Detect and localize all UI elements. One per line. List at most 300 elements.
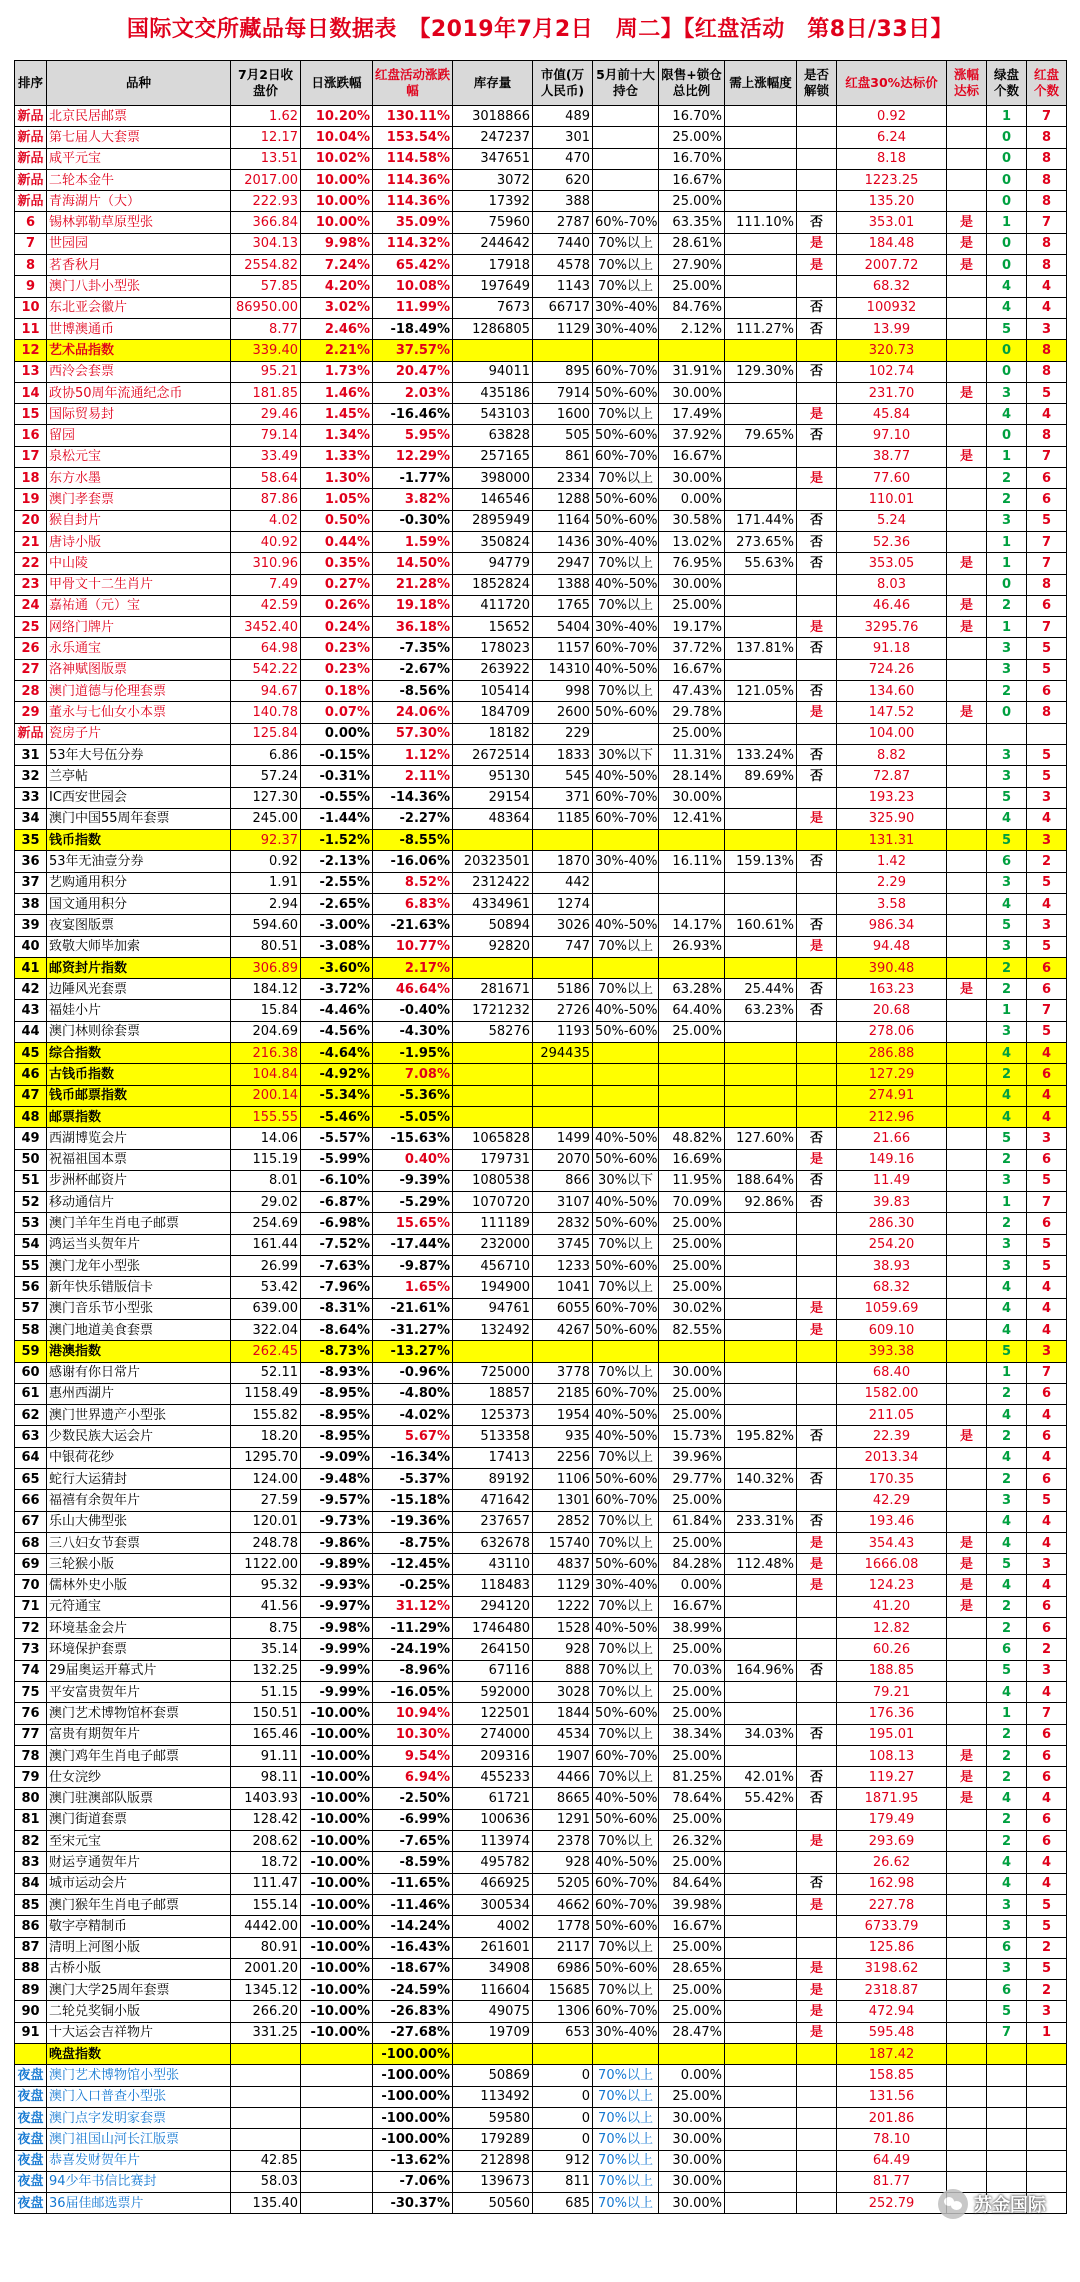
cell-name: 53年无油壹分券 — [47, 851, 231, 872]
cell-market-cap: 1954 — [533, 1405, 593, 1426]
cell-event-change: -19.36% — [373, 1511, 453, 1532]
cell-market-cap: 811 — [533, 2171, 593, 2192]
cell-unlock — [797, 1447, 837, 1468]
cell-close: 1.62 — [231, 106, 301, 127]
cell-event-change: -21.63% — [373, 915, 453, 936]
cell-locked-ratio: 30.00% — [659, 468, 725, 489]
cell-target-hit: 是 — [947, 1532, 987, 1553]
cell-event-change: 6.94% — [373, 1767, 453, 1788]
cell-event-change: -0.96% — [373, 1362, 453, 1383]
table-row — [15, 1660, 1067, 1681]
cell-market-cap: 5186 — [533, 979, 593, 1000]
cell-day-change: -10.00% — [301, 2022, 373, 2043]
cell-day-change: -4.64% — [301, 1043, 373, 1064]
cell-red-count: 4 — [1027, 1447, 1067, 1468]
cell-locked-ratio: 16.67% — [659, 1596, 725, 1617]
cell-name: 鸿运当头贺年片 — [47, 1234, 231, 1255]
cell-day-change: -0.15% — [301, 744, 373, 765]
cell-stock: 244642 — [453, 233, 533, 254]
cell-target-price: 1.42 — [837, 851, 947, 872]
cell-rank: 夜盘 — [15, 2129, 47, 2150]
cell-locked-ratio: 25.00% — [659, 1980, 725, 2001]
cell-day-change: -5.99% — [301, 1149, 373, 1170]
cell-unlock — [797, 595, 837, 616]
cell-stock: 294120 — [453, 1596, 533, 1617]
cell-top10: 70%以上 — [593, 1362, 659, 1383]
cell-locked-ratio: 25.00% — [659, 191, 725, 212]
table-row — [15, 957, 1067, 978]
cell-red-count: 4 — [1027, 1405, 1067, 1426]
cell-target-price: 134.60 — [837, 681, 947, 702]
cell-rank: 29 — [15, 702, 47, 723]
cell-green-count: 4 — [987, 1511, 1027, 1532]
cell-stock: 263922 — [453, 659, 533, 680]
cell-locked-ratio: 70.03% — [659, 1660, 725, 1681]
cell-unlock — [797, 382, 837, 403]
cell-name: 平安富贵贺年片 — [47, 1681, 231, 1702]
cell-locked-ratio: 25.00% — [659, 1937, 725, 1958]
table-row — [15, 1213, 1067, 1234]
cell-top10 — [593, 893, 659, 914]
cell-event-change: -11.29% — [373, 1618, 453, 1639]
table-row — [15, 106, 1067, 127]
cell-locked-ratio: 11.95% — [659, 1170, 725, 1191]
cell-top10: 40%-50% — [593, 574, 659, 595]
cell-locked-ratio: 30.00% — [659, 1362, 725, 1383]
cell-market-cap: 928 — [533, 1852, 593, 1873]
cell-unlock — [797, 1618, 837, 1639]
cell-close: 366.84 — [231, 212, 301, 233]
cell-rank: 80 — [15, 1788, 47, 1809]
cell-rank: 夜盘 — [15, 2086, 47, 2107]
cell-event-change: -1.77% — [373, 468, 453, 489]
cell-name: 茗香秋月 — [47, 255, 231, 276]
cell-red-count: 3 — [1027, 787, 1067, 808]
cell-target-price: 149.16 — [837, 1149, 947, 1170]
cell-event-change: 5.95% — [373, 425, 453, 446]
cell-green-count: 3 — [987, 1021, 1027, 1042]
cell-locked-ratio: 25.00% — [659, 595, 725, 616]
cell-day-change: 10.04% — [301, 127, 373, 148]
cell-stock: 4334961 — [453, 893, 533, 914]
cell-rise-needed — [725, 1681, 797, 1702]
cell-locked-ratio: 37.92% — [659, 425, 725, 446]
cell-market-cap: 2378 — [533, 1831, 593, 1852]
table-row — [15, 1831, 1067, 1852]
cell-close: 4442.00 — [231, 1916, 301, 1937]
cell-name: 世园园 — [47, 233, 231, 254]
cell-red-count: 5 — [1027, 510, 1067, 531]
cell-target-price: 231.70 — [837, 382, 947, 403]
cell-rise-needed — [725, 830, 797, 851]
cell-red-count: 6 — [1027, 1383, 1067, 1404]
cell-event-change: 14.50% — [373, 553, 453, 574]
cell-close: 27.59 — [231, 1490, 301, 1511]
cell-locked-ratio — [659, 957, 725, 978]
cell-rank: 82 — [15, 1831, 47, 1852]
cell-stock: 232000 — [453, 1234, 533, 1255]
cell-locked-ratio: 25.00% — [659, 1277, 725, 1298]
cell-red-count: 8 — [1027, 361, 1067, 382]
cell-stock — [453, 830, 533, 851]
cell-market-cap: 1129 — [533, 318, 593, 339]
cell-name: 古钱币指数 — [47, 1064, 231, 1085]
cell-red-count: 7 — [1027, 1000, 1067, 1021]
cell-green-count: 5 — [987, 915, 1027, 936]
cell-unlock — [797, 1852, 837, 1873]
cell-event-change: 10.77% — [373, 936, 453, 957]
cell-close: 95.21 — [231, 361, 301, 382]
cell-close: 94.67 — [231, 681, 301, 702]
cell-green-count: 2 — [987, 1618, 1027, 1639]
cell-stock: 1286805 — [453, 318, 533, 339]
cell-stock: 50560 — [453, 2193, 533, 2214]
cell-unlock: 否 — [797, 1767, 837, 1788]
cell-name: 步洲杯邮资片 — [47, 1170, 231, 1191]
cell-day-change: -3.00% — [301, 915, 373, 936]
cell-rank: 90 — [15, 2001, 47, 2022]
cell-target-price: 353.05 — [837, 553, 947, 574]
table-row — [15, 1447, 1067, 1468]
cell-target-hit — [947, 425, 987, 446]
cell-red-count: 3 — [1027, 318, 1067, 339]
cell-unlock: 是 — [797, 1894, 837, 1915]
cell-event-change: 3.82% — [373, 489, 453, 510]
cell-market-cap: 7914 — [533, 382, 593, 403]
cell-target-hit — [947, 510, 987, 531]
cell-target-hit: 是 — [947, 1767, 987, 1788]
cell-green-count: 4 — [987, 1106, 1027, 1127]
cell-event-change: -27.68% — [373, 2022, 453, 2043]
cell-green-count: 3 — [987, 744, 1027, 765]
cell-market-cap — [533, 1064, 593, 1085]
cell-event-change: 9.54% — [373, 1745, 453, 1766]
column-header: 红盘活动涨跌幅 — [373, 61, 453, 106]
cell-top10 — [593, 1043, 659, 1064]
column-header: 日涨跌幅 — [301, 61, 373, 106]
cell-red-count: 8 — [1027, 148, 1067, 169]
cell-market-cap: 685 — [533, 2193, 593, 2214]
cell-rise-needed: 273.65% — [725, 531, 797, 552]
cell-target-hit: 是 — [947, 617, 987, 638]
cell-market-cap — [533, 1106, 593, 1127]
cell-name: 咸平元宝 — [47, 148, 231, 169]
cell-target-hit — [947, 127, 987, 148]
cell-top10: 60%-70% — [593, 2001, 659, 2022]
table-row — [15, 191, 1067, 212]
cell-unlock: 否 — [797, 1873, 837, 1894]
cell-day-change: -10.00% — [301, 1852, 373, 1873]
cell-unlock — [797, 1106, 837, 1127]
column-header: 7月2日收盘价 — [231, 61, 301, 106]
cell-green-count: 0 — [987, 148, 1027, 169]
cell-locked-ratio: 30.02% — [659, 1298, 725, 1319]
cell-rank: 83 — [15, 1852, 47, 1873]
cell-rank: 48 — [15, 1106, 47, 1127]
cell-target-price: 1871.95 — [837, 1788, 947, 1809]
cell-rank: 9 — [15, 276, 47, 297]
table-row — [15, 1937, 1067, 1958]
cell-day-change: -6.98% — [301, 1213, 373, 1234]
cell-red-count — [1027, 2107, 1067, 2128]
cell-name: 恭喜发财贺年片 — [47, 2150, 231, 2171]
cell-unlock — [797, 787, 837, 808]
cell-locked-ratio: 27.90% — [659, 255, 725, 276]
cell-target-hit: 是 — [947, 1426, 987, 1447]
cell-unlock — [797, 1490, 837, 1511]
cell-market-cap: 0 — [533, 2107, 593, 2128]
table-row — [15, 1043, 1067, 1064]
cell-locked-ratio — [659, 872, 725, 893]
table-row — [15, 1745, 1067, 1766]
cell-top10 — [593, 169, 659, 190]
cell-day-change: 1.46% — [301, 382, 373, 403]
cell-target-price: 278.06 — [837, 1021, 947, 1042]
cell-name: 澳门艺术博物馆杯套票 — [47, 1703, 231, 1724]
cell-target-price: 20.68 — [837, 1000, 947, 1021]
cell-close: 98.11 — [231, 1767, 301, 1788]
cell-red-count: 4 — [1027, 1681, 1067, 1702]
cell-day-change: -9.48% — [301, 1469, 373, 1490]
cell-target-hit — [947, 1000, 987, 1021]
cell-unlock — [797, 2044, 837, 2065]
cell-rank: 58 — [15, 1319, 47, 1340]
cell-top10: 40%-50% — [593, 1128, 659, 1149]
cell-rank: 38 — [15, 893, 47, 914]
cell-name: 锡林郭勒草原型张 — [47, 212, 231, 233]
cell-market-cap — [533, 2044, 593, 2065]
cell-market-cap: 5205 — [533, 1873, 593, 1894]
cell-unlock — [797, 106, 837, 127]
cell-unlock: 否 — [797, 1128, 837, 1149]
cell-close: 127.30 — [231, 787, 301, 808]
cell-target-price: 1582.00 — [837, 1383, 947, 1404]
cell-top10: 30%-40% — [593, 318, 659, 339]
cell-rank: 59 — [15, 1341, 47, 1362]
cell-locked-ratio: 38.34% — [659, 1724, 725, 1745]
cell-close: 3452.40 — [231, 617, 301, 638]
cell-rank: 31 — [15, 744, 47, 765]
cell-name: 边陲风光套票 — [47, 979, 231, 1000]
cell-target-hit — [947, 851, 987, 872]
cell-market-cap — [533, 1085, 593, 1106]
cell-rank: 19 — [15, 489, 47, 510]
cell-target-price: 252.79 — [837, 2193, 947, 2214]
table-row — [15, 851, 1067, 872]
cell-locked-ratio: 14.17% — [659, 915, 725, 936]
cell-name: 财运亨通贺年片 — [47, 1852, 231, 1873]
cell-top10 — [593, 2044, 659, 2065]
cell-locked-ratio: 30.00% — [659, 2150, 725, 2171]
cell-red-count: 4 — [1027, 1532, 1067, 1553]
cell-close: 52.11 — [231, 1362, 301, 1383]
cell-day-change: 7.24% — [301, 255, 373, 276]
cell-target-hit — [947, 808, 987, 829]
table-row — [15, 1511, 1067, 1532]
cell-red-count: 4 — [1027, 1575, 1067, 1596]
column-header: 品种 — [47, 61, 231, 106]
cell-top10: 50%-60% — [593, 1703, 659, 1724]
cell-red-count: 5 — [1027, 1170, 1067, 1191]
cell-red-count: 4 — [1027, 276, 1067, 297]
cell-target-price: 325.90 — [837, 808, 947, 829]
cell-event-change: 2.03% — [373, 382, 453, 403]
cell-unlock: 否 — [797, 1660, 837, 1681]
cell-stock: 67116 — [453, 1660, 533, 1681]
cell-rise-needed: 25.44% — [725, 979, 797, 1000]
cell-day-change: 10.00% — [301, 212, 373, 233]
cell-rise-needed — [725, 1383, 797, 1404]
cell-name: 少数民族大运会片 — [47, 1426, 231, 1447]
cell-target-hit — [947, 1213, 987, 1234]
cell-day-change: -10.00% — [301, 1980, 373, 2001]
cell-red-count: 8 — [1027, 425, 1067, 446]
cell-red-count: 4 — [1027, 297, 1067, 318]
table-row — [15, 2150, 1067, 2171]
cell-rank — [15, 2044, 47, 2065]
cell-red-count: 5 — [1027, 1490, 1067, 1511]
cell-red-count: 6 — [1027, 1596, 1067, 1617]
cell-top10: 70%以上 — [593, 1639, 659, 1660]
cell-locked-ratio: 30.00% — [659, 2129, 725, 2150]
table-row — [15, 489, 1067, 510]
cell-green-count: 4 — [987, 1681, 1027, 1702]
cell-target-price: 77.60 — [837, 468, 947, 489]
cell-stock: 398000 — [453, 468, 533, 489]
cell-top10: 50%-60% — [593, 1021, 659, 1042]
cell-day-change: 0.24% — [301, 617, 373, 638]
cell-rise-needed — [725, 382, 797, 403]
cell-top10: 50%-60% — [593, 510, 659, 531]
cell-event-change: -16.46% — [373, 404, 453, 425]
cell-green-count: 6 — [987, 1980, 1027, 2001]
cell-market-cap — [533, 1341, 593, 1362]
cell-top10: 50%-60% — [593, 1916, 659, 1937]
cell-target-price: 1223.25 — [837, 169, 947, 190]
cell-day-change: -9.98% — [301, 1618, 373, 1639]
cell-unlock: 否 — [797, 212, 837, 233]
cell-red-count — [1027, 2086, 1067, 2107]
cell-top10: 60%-70% — [593, 1383, 659, 1404]
cell-event-change: 1.12% — [373, 744, 453, 765]
cell-name: 53年大号伍分券 — [47, 744, 231, 765]
cell-green-count: 5 — [987, 1554, 1027, 1575]
cell-rise-needed — [725, 1980, 797, 2001]
cell-green-count: 4 — [987, 1277, 1027, 1298]
cell-locked-ratio: 31.91% — [659, 361, 725, 382]
cell-market-cap: 3778 — [533, 1362, 593, 1383]
cell-unlock: 否 — [797, 1426, 837, 1447]
cell-rank: 21 — [15, 531, 47, 552]
cell-green-count: 3 — [987, 1916, 1027, 1937]
cell-close: 35.14 — [231, 1639, 301, 1660]
cell-unlock: 是 — [797, 2022, 837, 2043]
cell-day-change: 0.50% — [301, 510, 373, 531]
table-row — [15, 169, 1067, 190]
cell-day-change: -2.55% — [301, 872, 373, 893]
cell-locked-ratio: 25.00% — [659, 1532, 725, 1553]
cell-unlock — [797, 2129, 837, 2150]
cell-stock: 122501 — [453, 1703, 533, 1724]
cell-unlock — [797, 1234, 837, 1255]
cell-market-cap: 1185 — [533, 808, 593, 829]
cell-rise-needed — [725, 489, 797, 510]
cell-top10: 50%-60% — [593, 1469, 659, 1490]
cell-target-hit — [947, 1618, 987, 1639]
table-row — [15, 1873, 1067, 1894]
cell-top10: 40%-50% — [593, 1192, 659, 1213]
cell-market-cap: 1106 — [533, 1469, 593, 1490]
cell-market-cap: 4466 — [533, 1767, 593, 1788]
cell-event-change: 46.64% — [373, 979, 453, 1000]
cell-stock: 92820 — [453, 936, 533, 957]
cell-green-count: 1 — [987, 1703, 1027, 1724]
table-row — [15, 1703, 1067, 1724]
cell-rise-needed: 55.42% — [725, 1788, 797, 1809]
cell-stock: 125373 — [453, 1405, 533, 1426]
cell-locked-ratio: 29.77% — [659, 1469, 725, 1490]
cell-target-hit — [947, 1958, 987, 1979]
cell-rank: 57 — [15, 1298, 47, 1319]
cell-unlock — [797, 1681, 837, 1702]
cell-close: 322.04 — [231, 1319, 301, 1340]
column-header: 红盘个数 — [1027, 61, 1067, 106]
cell-target-hit: 是 — [947, 595, 987, 616]
cell-day-change: -9.93% — [301, 1575, 373, 1596]
cell-rank: 夜盘 — [15, 2107, 47, 2128]
cell-name: 仕女浣纱 — [47, 1767, 231, 1788]
cell-event-change: 114.58% — [373, 148, 453, 169]
cell-top10: 40%-50% — [593, 1000, 659, 1021]
cell-target-hit — [947, 915, 987, 936]
cell-event-change: -18.67% — [373, 1958, 453, 1979]
cell-target-price: 68.32 — [837, 1277, 947, 1298]
cell-rank: 夜盘 — [15, 2193, 47, 2214]
cell-target-hit — [947, 1724, 987, 1745]
cell-rise-needed: 129.30% — [725, 361, 797, 382]
cell-rise-needed — [725, 1937, 797, 1958]
cell-market-cap: 1306 — [533, 2001, 593, 2022]
cell-green-count: 1 — [987, 553, 1027, 574]
cell-locked-ratio — [659, 1106, 725, 1127]
cell-target-hit — [947, 936, 987, 957]
cell-target-hit — [947, 1021, 987, 1042]
cell-top10: 40%-50% — [593, 1405, 659, 1426]
cell-unlock: 否 — [797, 1724, 837, 1745]
cell-rank: 74 — [15, 1660, 47, 1681]
cell-rise-needed — [725, 936, 797, 957]
cell-red-count: 4 — [1027, 1043, 1067, 1064]
cell-market-cap: 1907 — [533, 1745, 593, 1766]
cell-red-count: 6 — [1027, 1724, 1067, 1745]
cell-green-count: 4 — [987, 1852, 1027, 1873]
cell-target-price: 135.20 — [837, 191, 947, 212]
cell-event-change: -24.59% — [373, 1980, 453, 2001]
cell-top10 — [593, 1106, 659, 1127]
cell-market-cap: 5404 — [533, 617, 593, 638]
cell-rise-needed — [725, 1745, 797, 1766]
cell-event-change: -13.27% — [373, 1341, 453, 1362]
cell-locked-ratio: 48.82% — [659, 1128, 725, 1149]
cell-stock: 17392 — [453, 191, 533, 212]
cell-market-cap: 747 — [533, 936, 593, 957]
cell-locked-ratio: 2.12% — [659, 318, 725, 339]
cell-locked-ratio: 30.00% — [659, 2171, 725, 2192]
cell-stock: 455233 — [453, 1767, 533, 1788]
cell-market-cap — [533, 340, 593, 361]
cell-target-hit — [947, 106, 987, 127]
cell-green-count: 3 — [987, 1490, 1027, 1511]
